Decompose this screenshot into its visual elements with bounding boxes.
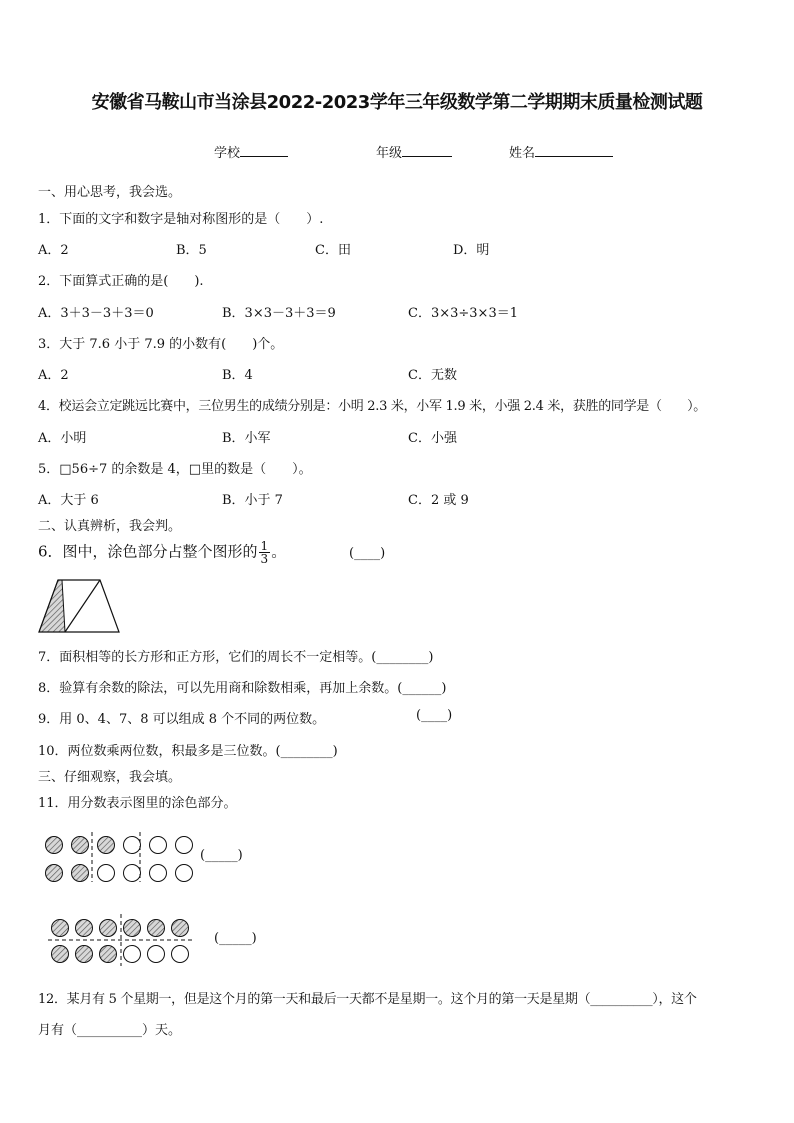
q11-stem: 11．用分数表示图里的涂色部分。 (38, 796, 237, 811)
section3-heading: 三、仔细观察，我会填。 (38, 770, 182, 785)
shaded-circle (100, 920, 117, 937)
q4-option-b[interactable]: B．小军 (222, 431, 271, 446)
grade-label: 年级 (376, 146, 403, 161)
q2-option-a[interactable]: A．3＋3－3＋3＝0 (38, 306, 154, 321)
shaded-circle (76, 920, 93, 937)
q3-stem: 3．大于 7.6 小于 7.9 的小数有( )个。 (38, 337, 284, 352)
q6-stem: 6．图中，涂色部分占整个图形的 (38, 542, 258, 561)
q6-fraction-numerator: 1 (260, 539, 269, 553)
q4-option-a[interactable]: A．小明 (38, 431, 87, 446)
q11-answer-blank-2[interactable]: (_____) (214, 931, 257, 946)
q8-statement: 8．验算有余数的除法，可以先用商和除数相乘，再加上余数。(______) (38, 681, 447, 696)
empty-circle (172, 946, 189, 963)
q5-stem: 5．□56÷7 的余数是 4，□里的数是（ ）。 (38, 462, 312, 477)
q12-line2: 月有（__________）天。 (38, 1023, 182, 1038)
q10-statement: 10．两位数乘两位数，积最多是三位数。(________) (38, 744, 338, 759)
q3-option-b[interactable]: B．4 (222, 368, 253, 383)
shaded-circle (52, 946, 69, 963)
page-title: 安徽省马鞍山市当涂县2022-2023学年三年级数学第二学期期末质量检测试题 (91, 92, 703, 113)
q5-option-c[interactable]: C．2 或 9 (408, 493, 469, 508)
q2-option-b[interactable]: B．3×3－3＋3＝9 (222, 306, 336, 321)
q1-option-b[interactable]: B．5 (176, 243, 207, 258)
q1-stem: 1．下面的文字和数字是轴对称图形的是（ ）. (38, 212, 324, 227)
q5-option-b[interactable]: B．小于 7 (222, 493, 283, 508)
q3-option-a[interactable]: A．2 (38, 368, 69, 383)
q6-tail: 。 (271, 542, 287, 561)
q5-option-a[interactable]: A．大于 6 (38, 493, 99, 508)
empty-circle (148, 946, 165, 963)
q7-statement: 7．面积相等的长方形和正方形，它们的周长不一定相等。(________) (38, 650, 434, 665)
q9-answer-blank[interactable]: (____) (416, 708, 453, 723)
q3-option-c[interactable]: C．无数 (408, 368, 457, 383)
shaded-circle (100, 946, 117, 963)
section2-heading: 二、认真辨析，我会判。 (38, 519, 182, 534)
section1-heading: 一、用心思考，我会选。 (38, 185, 182, 200)
shaded-circle (148, 920, 165, 937)
shaded-circle (124, 920, 141, 937)
q6-fraction-denominator: 3 (260, 552, 269, 566)
q4-stem: 4．校运会立定跳远比赛中，三位男生的成绩分别是：小明 2.3 米，小军 1.9 米，小强 2.4 米，获胜的同学是（ ）。 (38, 399, 706, 414)
name-label: 姓名 (509, 146, 536, 161)
shaded-circle (172, 920, 189, 937)
q12-line1: 12．某月有 5 个星期一，但是这个月的第一天和最后一天都不是星期一。这个月的第一天是星期（__________），这个 (38, 992, 697, 1007)
shaded-circle (52, 920, 69, 937)
q4-option-c[interactable]: C．小强 (408, 431, 457, 446)
q2-stem: 2．下面算式正确的是( ). (38, 274, 204, 289)
q6-answer-blank[interactable]: (____) (349, 546, 386, 561)
shaded-circle (76, 946, 93, 963)
q9-stem: 9．用 0、4、7、8 可以组成 8 个不同的两位数。 (38, 712, 326, 727)
q11-answer-blank-1[interactable]: (_____) (200, 848, 243, 863)
q1-option-a[interactable]: A．2 (38, 243, 69, 258)
q1-option-d[interactable]: D．明 (453, 243, 490, 258)
q1-option-c[interactable]: C．田 (315, 243, 351, 258)
q2-option-c[interactable]: C．3×3÷3×3＝1 (408, 306, 518, 321)
empty-circle (124, 946, 141, 963)
school-label: 学校 (214, 146, 241, 161)
